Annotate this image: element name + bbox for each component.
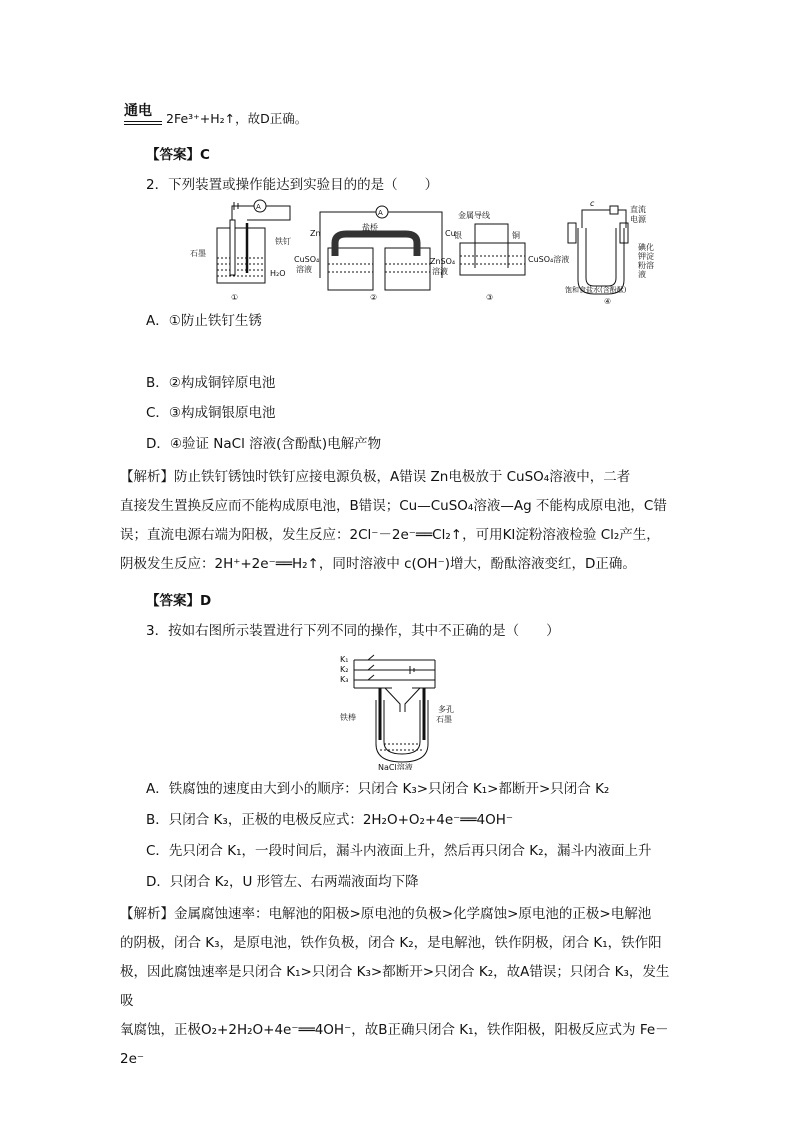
q2-option-a: A．①防止铁钉生锈: [146, 313, 262, 329]
q3-option-d: D．只闭合 K₂，U 形管左、右两端液面均下降: [146, 874, 419, 890]
question-2-stem: 2．下列装置或操作能达到实验目的的是（ ）: [146, 177, 439, 193]
analysis-line: 的阴极，闭合 K₃，是原电池，铁作负极，闭合 K₂，是电解池，铁作阴极，闭合 K₁，铁作阳: [120, 935, 662, 951]
electrolysis-condition-label: 通电: [124, 100, 164, 125]
svg-text:饱和食盐水(含酚酞): 饱和食盐水(含酚酞): [565, 286, 627, 294]
svg-text:石墨: 石墨: [190, 249, 206, 258]
svg-text:K₂: K₂: [340, 665, 349, 674]
svg-text:H₂O: H₂O: [270, 269, 286, 278]
svg-text:②: ②: [370, 293, 378, 302]
q3-analysis: [120, 900, 676, 1074]
analysis-line: 极，因此腐蚀速率是只闭合 K₁>只闭合 K₃>都断开>只闭合 K₂，故A错误；只闭合 K₃，发生吸: [120, 964, 670, 1009]
analysis-line: 氧腐蚀，正极O₂+2H₂O+4e⁻══4OH⁻，故B正确只闭合 K₁，铁作阳极，阳极反应式为 Fe－2e⁻: [120, 1022, 669, 1067]
svg-text:铁钉: 铁钉: [275, 237, 291, 246]
q3-option-c: C．先只闭合 K₁，一段时间后，漏斗内液面上升，然后再只闭合 K₂，漏斗内液面上升: [146, 843, 652, 859]
svg-text:液: 液: [638, 270, 646, 279]
analysis-line: 误；直流电源右端为阳极，发生反应：2Cl⁻－2e⁻══Cl₂↑，可用KI淀粉溶液检验 Cl₂产生，: [120, 527, 660, 543]
q2-option-c: C．③构成铜银原电池: [146, 405, 276, 421]
svg-text:银: 银: [454, 231, 462, 240]
analysis-line: 【解析】防止铁钉锈蚀时铁钉应接电源负极，A错误 Zn电极放于 CuSO₄溶液中，二者: [120, 469, 631, 485]
svg-text:石墨: 石墨: [436, 715, 452, 724]
svg-text:直流: 直流: [630, 205, 646, 214]
svg-text:③: ③: [486, 293, 494, 302]
svg-text:c: c: [590, 199, 595, 208]
svg-text:盐桥: 盐桥: [362, 223, 378, 232]
question-3-figure: [340, 652, 470, 770]
analysis-line: 【解析】金属腐蚀速率：电解池的阳极>原电池的负极>化学腐蚀>原电池的正极>电解池: [120, 906, 652, 922]
svg-text:金属导线: 金属导线: [458, 211, 490, 220]
answer-1: 【答案】C: [146, 147, 210, 163]
svg-text:K₃: K₃: [340, 675, 349, 684]
svg-text:钾淀: 钾淀: [638, 252, 654, 261]
svg-text:粉溶: 粉溶: [638, 261, 654, 270]
svg-text:Cu: Cu: [445, 229, 456, 238]
svg-text:碘化: 碘化: [638, 243, 654, 252]
answer-2: 【答案】D: [146, 593, 212, 609]
svg-text:电源: 电源: [630, 215, 646, 224]
svg-text:铜: 铜: [512, 231, 520, 240]
svg-text:A: A: [256, 203, 261, 211]
svg-text:CuSO₄溶液: CuSO₄溶液: [528, 255, 570, 264]
question-2-figure: [190, 198, 680, 308]
svg-text:溶液: 溶液: [296, 265, 312, 274]
q2-option-d: D．④验证 NaCl 溶液(含酚酞)电解产物: [146, 436, 382, 452]
svg-text:NaCl溶液: NaCl溶液: [378, 763, 413, 770]
svg-text:K₁: K₁: [340, 655, 349, 664]
svg-text:ZnSO₄: ZnSO₄: [430, 257, 456, 266]
svg-text:①: ①: [231, 293, 239, 302]
svg-text:多孔: 多孔: [438, 705, 454, 714]
q2-option-b: B．②构成铜锌原电池: [146, 375, 276, 391]
q2-analysis: [120, 463, 676, 579]
svg-text:Zn: Zn: [310, 229, 321, 238]
svg-text:④: ④: [604, 297, 612, 306]
svg-text:A: A: [378, 209, 383, 217]
svg-text:铁棒: 铁棒: [340, 713, 356, 722]
equation-tail: 2Fe³⁺+H₂↑，故D正确。: [166, 111, 308, 126]
question-3-stem: 3．按如右图所示装置进行下列不同的操作，其中不正确的是（ ）: [146, 623, 560, 639]
svg-text:CuSO₄: CuSO₄: [294, 255, 320, 264]
analysis-line: 直接发生置换反应而不能构成原电池，B错误；Cu—CuSO₄溶液—Ag 不能构成原电池，C错: [120, 498, 667, 514]
q3-option-b: B．只闭合 K₃，正极的电极反应式：2H₂O+O₂+4e⁻══4OH⁻: [146, 812, 514, 828]
q3-option-a: A．铁腐蚀的速度由大到小的顺序：只闭合 K₃>只闭合 K₁>都断开>只闭合 K₂: [146, 781, 610, 797]
analysis-line: 阴极发生反应：2H⁺+2e⁻══H₂↑，同时溶液中 c(OH⁻)增大，酚酞溶液变红，D正确。: [120, 556, 636, 572]
svg-text:溶液: 溶液: [432, 267, 448, 276]
